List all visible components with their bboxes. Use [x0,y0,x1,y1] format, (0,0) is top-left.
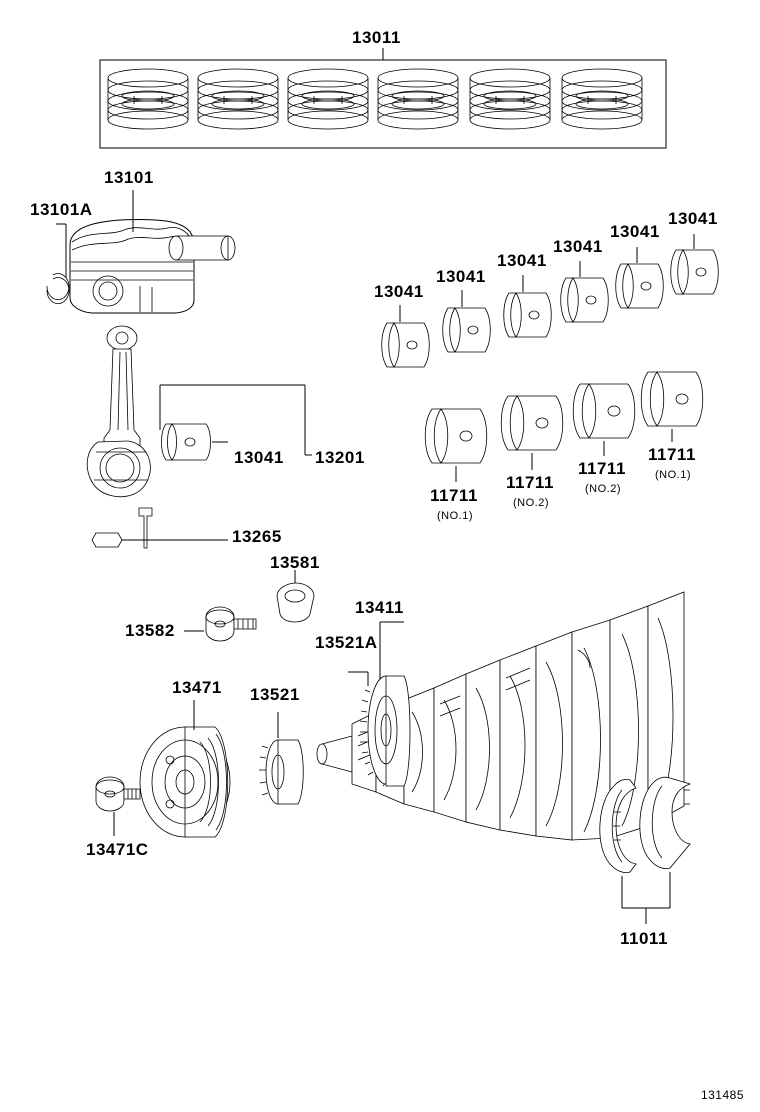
main-bearing-label-1: 11711 [430,486,478,505]
part-label-13011: 13011 [352,28,401,47]
main-bearing-note-1: (NO.1) [437,510,473,522]
oil-seal-retainer-group [184,570,314,641]
upper-bearings-group [382,234,719,367]
part-label-13581: 13581 [270,553,320,572]
connecting-rod-group [87,326,312,548]
main-bearing-note-2: (NO.2) [513,497,549,509]
bearing-label-5: 13041 [610,222,660,241]
part-label-13471: 13471 [172,678,222,697]
main-bearing-label-3: 11711 [578,459,626,478]
part-label-13411: 13411 [355,598,404,617]
figure-number: 131485 [700,1088,744,1102]
bearing-label-6: 13041 [668,209,718,228]
lower-bearings-group [425,372,703,482]
main-bearing-note-4: (NO.1) [655,469,691,481]
bearing-label-3: 13041 [497,251,547,270]
part-label-13521: 13521 [250,685,300,704]
main-bearing-label-4: 11711 [648,445,696,464]
part-label-13521A: 13521A [315,633,378,652]
part-label-13471C: 13471C [86,840,149,859]
part-label-13582: 13582 [125,621,175,640]
main-bearing-label-2: 11711 [506,473,554,492]
part-label-13041-rod: 13041 [234,448,284,467]
bearing-label-1: 13041 [374,282,424,301]
main-bearing-note-3: (NO.2) [585,483,621,495]
part-label-13201: 13201 [315,448,365,467]
bearing-label-4: 13041 [553,237,603,256]
bearing-label-2: 13041 [436,267,486,286]
piston-ring-set-group [100,48,666,148]
crankshaft-group [96,592,684,840]
part-label-13101: 13101 [104,168,154,187]
part-label-13101A: 13101A [30,200,93,219]
part-label-13265: 13265 [232,527,282,546]
part-label-11011: 11011 [620,929,668,948]
